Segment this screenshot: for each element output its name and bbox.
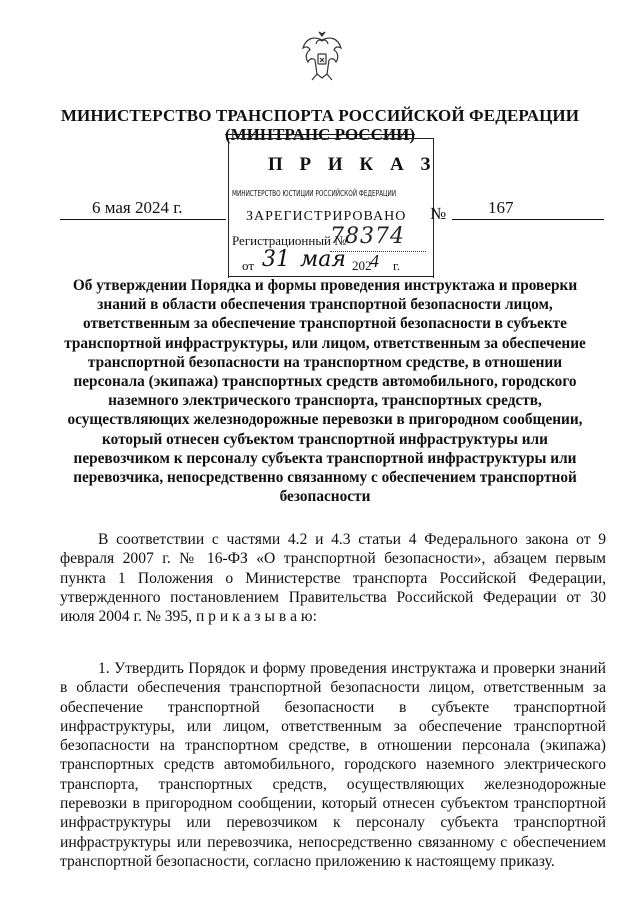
stamp-registered-text: ЗАРЕГИСТРИРОВАНО [246, 209, 407, 224]
stamp-year-handwritten: 4 [370, 251, 379, 271]
order-number-label: № [430, 204, 447, 223]
order-subject-title: Об утверждении Порядка и формы проведения инструктажа и проверки знаний в области обеспечения транспортной безопасности лицом, ответственным за обеспечение транспортной безопасности в субъекте транспортной инфраструктуры, или лицом, ответственным за обеспечение транспортной безопасности на транспортном средстве, в отношении персонала (экипажа) транспортных средств автомобильного, городского наземного электрического транспорта, транспортных средств, осуществляющих железнодорожные перевозки в пригородном сообщении, который отнесен субъектом транспортной инфраструктуры или перевозчиком к персоналу субъекта транспортной инфраструктуры или перевозчика, непосредственно связанному с обеспечением транспортной безопасности [64, 277, 586, 506]
stamp-year-prefix: 202 [352, 258, 372, 273]
order-heading: П Р И К А З [268, 154, 437, 175]
stamp-from-label: от [242, 258, 255, 273]
stamp-regnum-label: Регистрационный № [232, 233, 347, 248]
stamp-year-suffix: г. [393, 258, 401, 273]
ministry-short-text: (МИНТРАНС РОССИИ) [224, 125, 416, 144]
coat-of-arms-emblem-icon [300, 30, 344, 82]
stamp-ministry-text: МИНИСТЕРСТВО ЮСТИЦИИ РОССИЙСКОЙ ФЕДЕРАЦИИ [232, 189, 397, 198]
order-date: 6 мая 2024 г. [92, 198, 183, 217]
stamp-top-border [228, 138, 434, 139]
stamp-regnum-handwritten: 78374 [330, 224, 405, 249]
date-underline [60, 219, 226, 220]
stamp-month-handwritten: мая [300, 247, 346, 272]
preamble-paragraph: В соответствии с частями 4.2 и 4.3 статьи 4 Федерального закона от 9 февраля 2007 г. № 16-ФЗ «О транспортной безопасности», абзацем первым пункта 1 Положения о Министерстве транспорта Российской Федерации, утвержденного постановлением Правительства Российской Федерации от 30 июля 2004 г. № 395, п р и к а з ы в а ю: [60, 531, 606, 626]
order-number: 167 [488, 198, 514, 217]
ministry-name: МИНИСТЕРСТВО ТРАНСПОРТА РОССИЙСКОЙ ФЕДЕРАЦИИ [60, 106, 580, 125]
number-underline [452, 219, 604, 220]
stamp-day-handwritten: 31 [262, 247, 290, 272]
clause-1-paragraph: 1. Утвердить Порядок и форму проведения инструктажа и проверки знаний в области обеспечения транспортной безопасности лицом, ответственным за обеспечение транспортной безопасности в субъекте транспортной инфраструктуры, или лицом, ответственным за обеспечение транспортной безопасности на транспортном средстве, в отношении персонала (экипажа) транспортных средств автомобильного, городского наземного электрического транспорта, транспортных средств, осуществляющих железнодорожные перевозки в пригородном сообщении, который отнесен субъектом транспортной инфраструктуры или перевозчиком к персоналу субъекта транспортной инфраструктуры или перевозчика, непосредственно связанному с обеспечением транспортной безопасности, согласно приложению к настоящему приказу. [60, 660, 606, 870]
